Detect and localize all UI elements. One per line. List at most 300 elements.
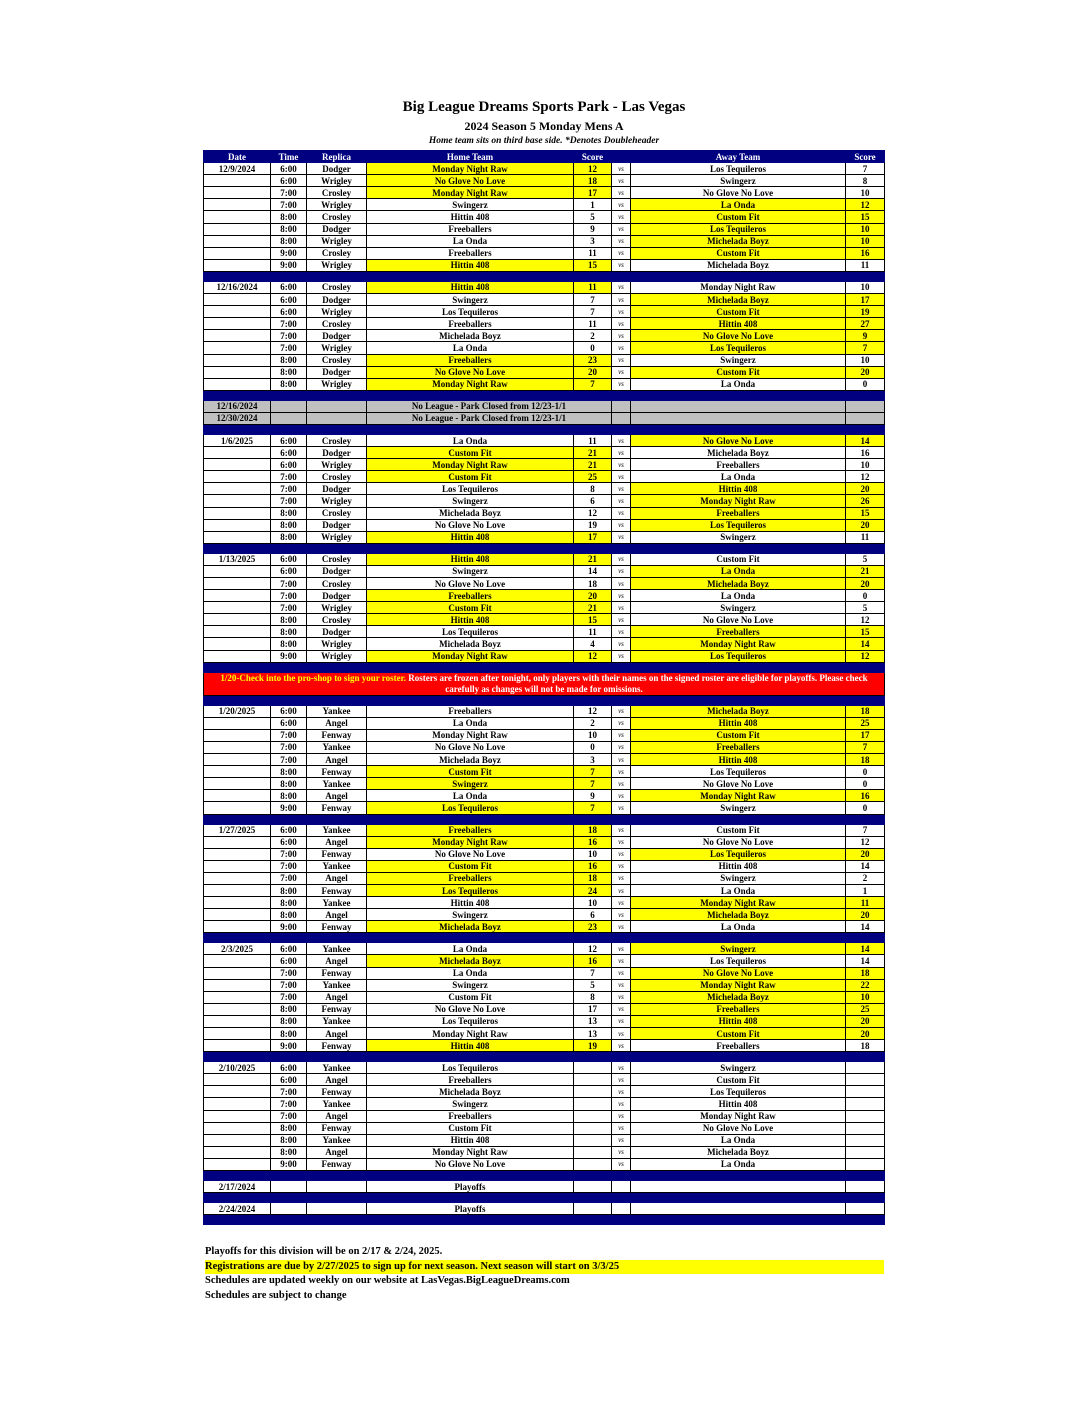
game-time: 6:00 [271, 955, 307, 967]
away-score: 7 [846, 342, 885, 354]
game-time: 6:00 [271, 565, 307, 577]
home-score: 18 [574, 578, 612, 590]
away-score: 26 [846, 495, 885, 507]
away-score: 25 [846, 1003, 885, 1015]
home-team: Swingerz [367, 1098, 574, 1110]
game-row [204, 1028, 885, 1040]
week-separator [204, 814, 885, 824]
vs-label: vs [612, 824, 631, 836]
home-team: Monday Night Raw [367, 836, 574, 848]
home-score [574, 1074, 612, 1086]
game-date [204, 223, 271, 235]
away-score: 18 [846, 705, 885, 717]
game-time: 6:00 [271, 1074, 307, 1086]
vs-label: vs [612, 1134, 631, 1146]
away-team: Custom Fit [631, 366, 846, 378]
game-date [204, 1098, 271, 1110]
home-score: 7 [574, 294, 612, 306]
vs-label: vs [612, 991, 631, 1003]
page-title: Big League Dreams Sports Park - Las Vegas [402, 99, 686, 115]
game-field: Angel [307, 955, 367, 967]
game-time: 8:00 [271, 614, 307, 626]
home-team: Freeballers [367, 223, 574, 235]
home-team: La Onda [367, 790, 574, 802]
separator-cell [271, 1052, 307, 1062]
vs-label: vs [612, 235, 631, 247]
away-score: 27 [846, 318, 885, 330]
home-team: Monday Night Raw [367, 650, 574, 662]
week-separator [204, 695, 885, 705]
game-time: 6:00 [271, 281, 307, 293]
game-time: 9:00 [271, 1158, 307, 1170]
away-team: Monday Night Raw [631, 281, 846, 293]
game-date [204, 447, 271, 459]
vs-label: vs [612, 979, 631, 991]
home-team: La Onda [367, 342, 574, 354]
home-score: 25 [574, 471, 612, 483]
game-row [204, 754, 885, 766]
playoff-row [204, 1203, 885, 1215]
game-date [204, 1110, 271, 1122]
separator-cell [367, 1215, 574, 1225]
separator-cell [574, 390, 612, 400]
game-field: Yankee [307, 778, 367, 790]
game-row [204, 705, 885, 717]
game-date: 1/27/2025 [204, 824, 271, 836]
away-score [846, 1062, 885, 1074]
home-score: 3 [574, 754, 612, 766]
game-row [204, 235, 885, 247]
home-score: 4 [574, 638, 612, 650]
home-team-note: Home team sits on third base side. *Denotes Doubleheader [428, 136, 660, 146]
playoff-label: Playoffs [367, 1181, 574, 1193]
game-time: 6:00 [271, 294, 307, 306]
game-row [204, 824, 885, 836]
game-time: 6:00 [271, 175, 307, 187]
vs-label: vs [612, 531, 631, 543]
game-field: Yankee [307, 741, 367, 753]
home-score: 13 [574, 1028, 612, 1040]
away-team: Hittin 408 [631, 860, 846, 872]
game-field: Wrigley [307, 459, 367, 471]
away-score: 0 [846, 590, 885, 602]
vs-label: vs [612, 223, 631, 235]
away-team: Michelada Boyz [631, 578, 846, 590]
separator-cell [307, 1193, 367, 1203]
home-team: No Glove No Love [367, 1158, 574, 1170]
game-row [204, 199, 885, 211]
week-separator [204, 1052, 885, 1062]
away-score [846, 1158, 885, 1170]
home-score: 14 [574, 565, 612, 577]
away-score [846, 1098, 885, 1110]
game-row [204, 531, 885, 543]
separator-cell [612, 695, 631, 705]
separator-cell [631, 424, 846, 434]
game-time: 7:00 [271, 729, 307, 741]
game-date [204, 211, 271, 223]
away-score: 14 [846, 638, 885, 650]
game-row [204, 495, 885, 507]
home-team: No Glove No Love [367, 175, 574, 187]
away-team: Swingerz [631, 1062, 846, 1074]
separator-cell [271, 1215, 307, 1225]
separator-cell [846, 814, 885, 824]
home-team: La Onda [367, 967, 574, 979]
col-header-date: Date [204, 151, 271, 163]
separator-cell [631, 1171, 846, 1181]
away-score [846, 1086, 885, 1098]
game-row [204, 638, 885, 650]
home-team: No Glove No Love [367, 848, 574, 860]
away-team: Custom Fit [631, 306, 846, 318]
home-team: No Glove No Love [367, 519, 574, 531]
home-score: 18 [574, 824, 612, 836]
game-field: Yankee [307, 943, 367, 955]
game-row [204, 790, 885, 802]
separator-cell [204, 1052, 271, 1062]
home-team: Hittin 408 [367, 259, 574, 271]
separator-cell [846, 1171, 885, 1181]
vs-label: vs [612, 495, 631, 507]
col-header-home-team: Home Team [367, 151, 574, 163]
away-team: Swingerz [631, 802, 846, 814]
game-date [204, 967, 271, 979]
game-field: Angel [307, 872, 367, 884]
game-time: 9:00 [271, 259, 307, 271]
vs-label: vs [612, 1086, 631, 1098]
vs-label: vs [612, 330, 631, 342]
game-time: 7:00 [271, 199, 307, 211]
closed-date: 12/30/2024 [204, 412, 271, 424]
game-field: Wrigley [307, 602, 367, 614]
home-score [574, 1158, 612, 1170]
game-time: 8:00 [271, 638, 307, 650]
game-date [204, 471, 271, 483]
closed-date: 12/16/2024 [204, 400, 271, 412]
separator-cell [204, 543, 271, 553]
game-row [204, 1040, 885, 1052]
game-field: Yankee [307, 979, 367, 991]
away-score: 20 [846, 1015, 885, 1027]
vs-label: vs [612, 553, 631, 565]
home-score: 20 [574, 590, 612, 602]
game-time: 7:00 [271, 860, 307, 872]
home-team: Custom Fit [367, 991, 574, 1003]
schedule-table [203, 150, 885, 1225]
away-team: Los Tequileros [631, 342, 846, 354]
game-date [204, 979, 271, 991]
game-field: Angel [307, 836, 367, 848]
away-team: Michelada Boyz [631, 991, 846, 1003]
separator-cell [631, 695, 846, 705]
game-field: Yankee [307, 860, 367, 872]
game-time: 7:00 [271, 578, 307, 590]
home-score: 7 [574, 766, 612, 778]
game-time: 7:00 [271, 342, 307, 354]
game-date: 12/16/2024 [204, 281, 271, 293]
away-score: 7 [846, 741, 885, 753]
empty-cell [271, 412, 307, 424]
game-row [204, 602, 885, 614]
game-field: Yankee [307, 897, 367, 909]
empty-cell [307, 412, 367, 424]
away-score: 10 [846, 223, 885, 235]
vs-label: vs [612, 519, 631, 531]
separator-cell [307, 390, 367, 400]
empty-cell [307, 1203, 367, 1215]
game-date [204, 802, 271, 814]
game-field: Crosley [307, 578, 367, 590]
separator-cell [204, 390, 271, 400]
separator-cell [574, 1193, 612, 1203]
game-field: Angel [307, 1074, 367, 1086]
separator-cell [271, 271, 307, 281]
home-score: 7 [574, 778, 612, 790]
home-team: No Glove No Love [367, 578, 574, 590]
away-score: 1 [846, 884, 885, 896]
footer-change-note: Schedules are subject to change [205, 1289, 347, 1301]
home-team: Monday Night Raw [367, 187, 574, 199]
game-row [204, 163, 885, 175]
vs-label: vs [612, 626, 631, 638]
game-date [204, 650, 271, 662]
away-team: Custom Fit [631, 553, 846, 565]
empty-cell [631, 1181, 846, 1193]
vs-label: vs [612, 1028, 631, 1040]
game-time: 7:00 [271, 1098, 307, 1110]
away-team: Custom Fit [631, 1028, 846, 1040]
game-time: 7:00 [271, 495, 307, 507]
game-row [204, 483, 885, 495]
home-score: 7 [574, 306, 612, 318]
game-row [204, 1146, 885, 1158]
home-team: Freeballers [367, 247, 574, 259]
away-score: 11 [846, 897, 885, 909]
home-team: Custom Fit [367, 447, 574, 459]
game-row [204, 766, 885, 778]
home-score: 21 [574, 602, 612, 614]
game-date [204, 614, 271, 626]
game-row [204, 281, 885, 293]
col-header-vs [612, 151, 631, 163]
game-field: Dodger [307, 483, 367, 495]
separator-cell [367, 1052, 574, 1062]
away-score: 0 [846, 766, 885, 778]
separator-cell [574, 1215, 612, 1225]
away-score: 12 [846, 199, 885, 211]
vs-label: vs [612, 754, 631, 766]
game-field: Yankee [307, 1015, 367, 1027]
away-team: Swingerz [631, 531, 846, 543]
game-row [204, 342, 885, 354]
vs-label: vs [612, 943, 631, 955]
home-score [574, 1122, 612, 1134]
vs-label: vs [612, 1062, 631, 1074]
away-score: 10 [846, 187, 885, 199]
game-date [204, 872, 271, 884]
game-time: 8:00 [271, 1122, 307, 1134]
away-team: Los Tequileros [631, 766, 846, 778]
game-date [204, 754, 271, 766]
separator-cell [846, 1193, 885, 1203]
empty-cell [631, 1203, 846, 1215]
home-score: 21 [574, 447, 612, 459]
away-team: Hittin 408 [631, 717, 846, 729]
game-date [204, 884, 271, 896]
game-time: 8:00 [271, 354, 307, 366]
away-team: Los Tequileros [631, 650, 846, 662]
game-date [204, 306, 271, 318]
game-time: 8:00 [271, 507, 307, 519]
separator-cell [574, 662, 612, 672]
home-team: No Glove No Love [367, 1003, 574, 1015]
home-score: 8 [574, 483, 612, 495]
separator-cell [307, 662, 367, 672]
game-field: Angel [307, 1028, 367, 1040]
col-header-time: Time [271, 151, 307, 163]
game-field: Crosley [307, 281, 367, 293]
home-score: 17 [574, 531, 612, 543]
game-field: Dodger [307, 565, 367, 577]
away-score: 15 [846, 626, 885, 638]
game-time: 6:00 [271, 459, 307, 471]
game-time: 6:00 [271, 824, 307, 836]
game-date [204, 366, 271, 378]
vs-label: vs [612, 318, 631, 330]
away-team: Freeballers [631, 626, 846, 638]
game-date [204, 483, 271, 495]
roster-alert-text: Rosters are frozen after tonight, only players with their names on the signed roster are eligible for playoffs. Please check carefully as changes will not be made for omissions. [406, 672, 868, 694]
game-date [204, 578, 271, 590]
game-field: Crosley [307, 211, 367, 223]
away-team: Swingerz [631, 872, 846, 884]
game-field: Wrigley [307, 175, 367, 187]
away-score: 25 [846, 717, 885, 729]
away-team: Los Tequileros [631, 223, 846, 235]
separator-cell [612, 271, 631, 281]
game-field: Angel [307, 909, 367, 921]
home-score: 11 [574, 626, 612, 638]
separator-cell [307, 933, 367, 943]
game-time: 6:00 [271, 705, 307, 717]
game-row [204, 741, 885, 753]
away-team: Hittin 408 [631, 1098, 846, 1110]
away-score [846, 1110, 885, 1122]
vs-label: vs [612, 378, 631, 390]
away-team: La Onda [631, 1158, 846, 1170]
vs-label: vs [612, 434, 631, 446]
game-time: 7:00 [271, 1110, 307, 1122]
away-team: Monday Night Raw [631, 495, 846, 507]
game-date [204, 342, 271, 354]
game-field: Wrigley [307, 638, 367, 650]
separator-cell [631, 1052, 846, 1062]
away-team: Los Tequileros [631, 519, 846, 531]
game-date: 1/20/2025 [204, 705, 271, 717]
away-score: 9 [846, 330, 885, 342]
home-score [574, 1146, 612, 1158]
game-time: 9:00 [271, 650, 307, 662]
separator-cell [271, 424, 307, 434]
away-score: 7 [846, 824, 885, 836]
week-separator [204, 1193, 885, 1203]
vs-label: vs [612, 1098, 631, 1110]
game-field: Dodger [307, 447, 367, 459]
game-field: Fenway [307, 729, 367, 741]
game-date [204, 1134, 271, 1146]
away-team: Freeballers [631, 741, 846, 753]
game-time: 7:00 [271, 187, 307, 199]
home-score [574, 1098, 612, 1110]
vs-label: vs [612, 705, 631, 717]
home-team: Monday Night Raw [367, 378, 574, 390]
separator-cell [631, 1193, 846, 1203]
away-score: 0 [846, 378, 885, 390]
vs-label: vs [612, 1074, 631, 1086]
game-time: 7:00 [271, 318, 307, 330]
game-time: 8:00 [271, 897, 307, 909]
closed-row [204, 412, 885, 424]
away-score: 14 [846, 955, 885, 967]
game-row [204, 1074, 885, 1086]
separator-cell [631, 271, 846, 281]
away-team: Swingerz [631, 175, 846, 187]
game-date [204, 354, 271, 366]
home-team: Hittin 408 [367, 531, 574, 543]
separator-cell [204, 814, 271, 824]
game-row [204, 565, 885, 577]
separator-cell [307, 695, 367, 705]
away-score: 20 [846, 519, 885, 531]
game-date [204, 766, 271, 778]
home-score: 5 [574, 211, 612, 223]
game-field: Crosley [307, 471, 367, 483]
home-team: Hittin 408 [367, 281, 574, 293]
away-team: Custom Fit [631, 729, 846, 741]
game-row [204, 330, 885, 342]
game-time: 7:00 [271, 602, 307, 614]
separator-cell [631, 662, 846, 672]
away-score: 20 [846, 909, 885, 921]
separator-cell [612, 1171, 631, 1181]
home-score: 5 [574, 979, 612, 991]
game-row [204, 979, 885, 991]
vs-label: vs [612, 211, 631, 223]
game-row [204, 318, 885, 330]
game-row [204, 294, 885, 306]
game-time: 7:00 [271, 741, 307, 753]
away-score: 12 [846, 614, 885, 626]
vs-label: vs [612, 199, 631, 211]
game-date [204, 1158, 271, 1170]
week-separator [204, 271, 885, 281]
vs-label: vs [612, 872, 631, 884]
away-team: La Onda [631, 471, 846, 483]
separator-cell [367, 1171, 574, 1181]
game-date [204, 318, 271, 330]
separator-cell [846, 662, 885, 672]
game-row [204, 471, 885, 483]
home-score: 6 [574, 909, 612, 921]
separator-cell [574, 424, 612, 434]
away-score: 11 [846, 531, 885, 543]
game-field: Crosley [307, 318, 367, 330]
away-score: 14 [846, 943, 885, 955]
game-date: 1/13/2025 [204, 553, 271, 565]
away-score: 2 [846, 872, 885, 884]
game-date [204, 259, 271, 271]
